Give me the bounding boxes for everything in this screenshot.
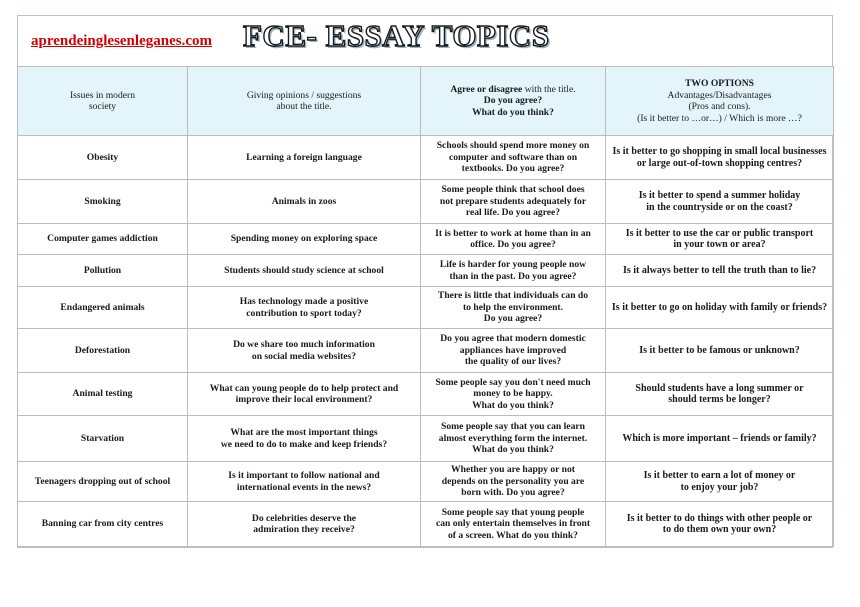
issue-cell: Deforestation [18,329,188,373]
page-title: FCE- ESSAY TOPICS [243,18,550,53]
opinion-cell: Do we share too much information on social media websites? [188,329,421,373]
issue-cell: Starvation [18,416,188,462]
issue-cell: Obesity [18,136,188,180]
table-row [18,255,834,287]
header-agree-bold: Agree or disagree [450,83,523,95]
issue-cell: Pollution [18,255,188,287]
issue-cell: Banning car from city centres [18,502,188,547]
option-cell: Is it always better to tell the truth than to lie? [606,255,834,287]
opinion-cell: Has technology made a positive contribution to sport today? [188,287,421,329]
header-two-options [606,67,834,136]
table-row [18,329,834,373]
agree-cell: Life is harder for young people now than in the past. Do you agree? [421,255,606,287]
table-row [18,287,834,329]
opinion-cell: Animals in zoos [188,180,421,224]
table-row [18,416,834,462]
issue-cell: Endangered animals [18,287,188,329]
table-row [18,462,834,502]
site-link[interactable]: aprendeinglesenleganes.com [31,33,212,49]
opinion-cell: Learning a foreign language [188,136,421,180]
header-agree-rest: with the title. [522,83,576,95]
header-two-options-line3: (Pros and cons). [688,101,751,112]
option-cell: Is it better to do things with other people or to do them own your own? [606,502,834,547]
agree-cell: Some people think that school does not prepare students adequately for real life. Do you agree? [421,180,606,224]
header-agree-line2: Do you agree? [483,95,543,107]
issue-cell: Animal testing [18,373,188,416]
agree-cell: Do you agree that modern domestic appliances have improved the quality of our lives? [421,329,606,373]
issue-cell: Smoking [18,180,188,224]
header-two-options-line4: (Is it better to …or…) / Which is more …? [637,112,802,124]
option-cell: Which is more important – friends or family? [606,416,834,462]
header-agree [421,67,606,136]
title-row [18,16,832,66]
table-row [18,373,834,416]
opinion-cell: What are the most important things we need to do to make and keep friends? [188,416,421,462]
header-two-options-title: TWO OPTIONS [684,78,755,89]
header-two-options-line2: Advantages/Disadvantages [667,89,772,101]
agree-cell: Schools should spend more money on computer and software than on textbooks. Do you agree? [421,136,606,180]
agree-cell: Some people say you don't need much money to be happy. What do you think? [421,373,606,416]
option-cell: Should students have a long summer or should terms be longer? [606,373,834,416]
option-cell: Is it better to go on holiday with family or friends? [606,287,834,329]
agree-cell: Some people say that you can learn almost everything form the internet. What do you think? [421,416,606,462]
opinion-cell: Is it important to follow national and international events in the news? [188,462,421,502]
agree-cell: Some people say that young people can only entertain themselves in front of a screen. What do you think? [421,502,606,547]
option-cell: Is it better to go shopping in small local businesses or large out-of-town shopping centres? [606,136,834,180]
header-issues: Issues in modern society [18,67,188,136]
option-cell: Is it better to use the car or public transport in your town or area? [606,224,834,255]
table-row [18,224,834,255]
agree-cell: It is better to work at home than in an office. Do you agree? [421,224,606,255]
table-header-row [18,67,834,136]
table-row [18,502,834,547]
agree-cell: There is little that individuals can do to help the environment. Do you agree? [421,287,606,329]
header-agree-line3: What do you think? [472,106,554,118]
option-cell: Is it better to spend a summer holiday in the countryside or on the coast? [606,180,834,224]
option-cell: Is it better to be famous or unknown? [606,329,834,373]
issue-cell: Teenagers dropping out of school [18,462,188,502]
table-row [18,180,834,224]
opinion-cell: Do celebrities deserve the admiration they receive? [188,502,421,547]
issue-cell: Computer games addiction [18,224,188,255]
option-cell: Is it better to earn a lot of money or to enjoy your job? [606,462,834,502]
agree-cell: Whether you are happy or not depends on the personality you are born with. Do you agree? [421,462,606,502]
header-opinions: Giving opinions / suggestions about the title. [188,67,421,136]
essay-topics-table [17,66,834,547]
opinion-cell: Spending money on exploring space [188,224,421,255]
opinion-cell: What can young people do to help protect and improve their local environment? [188,373,421,416]
table-row [18,136,834,180]
opinion-cell: Students should study science at school [188,255,421,287]
